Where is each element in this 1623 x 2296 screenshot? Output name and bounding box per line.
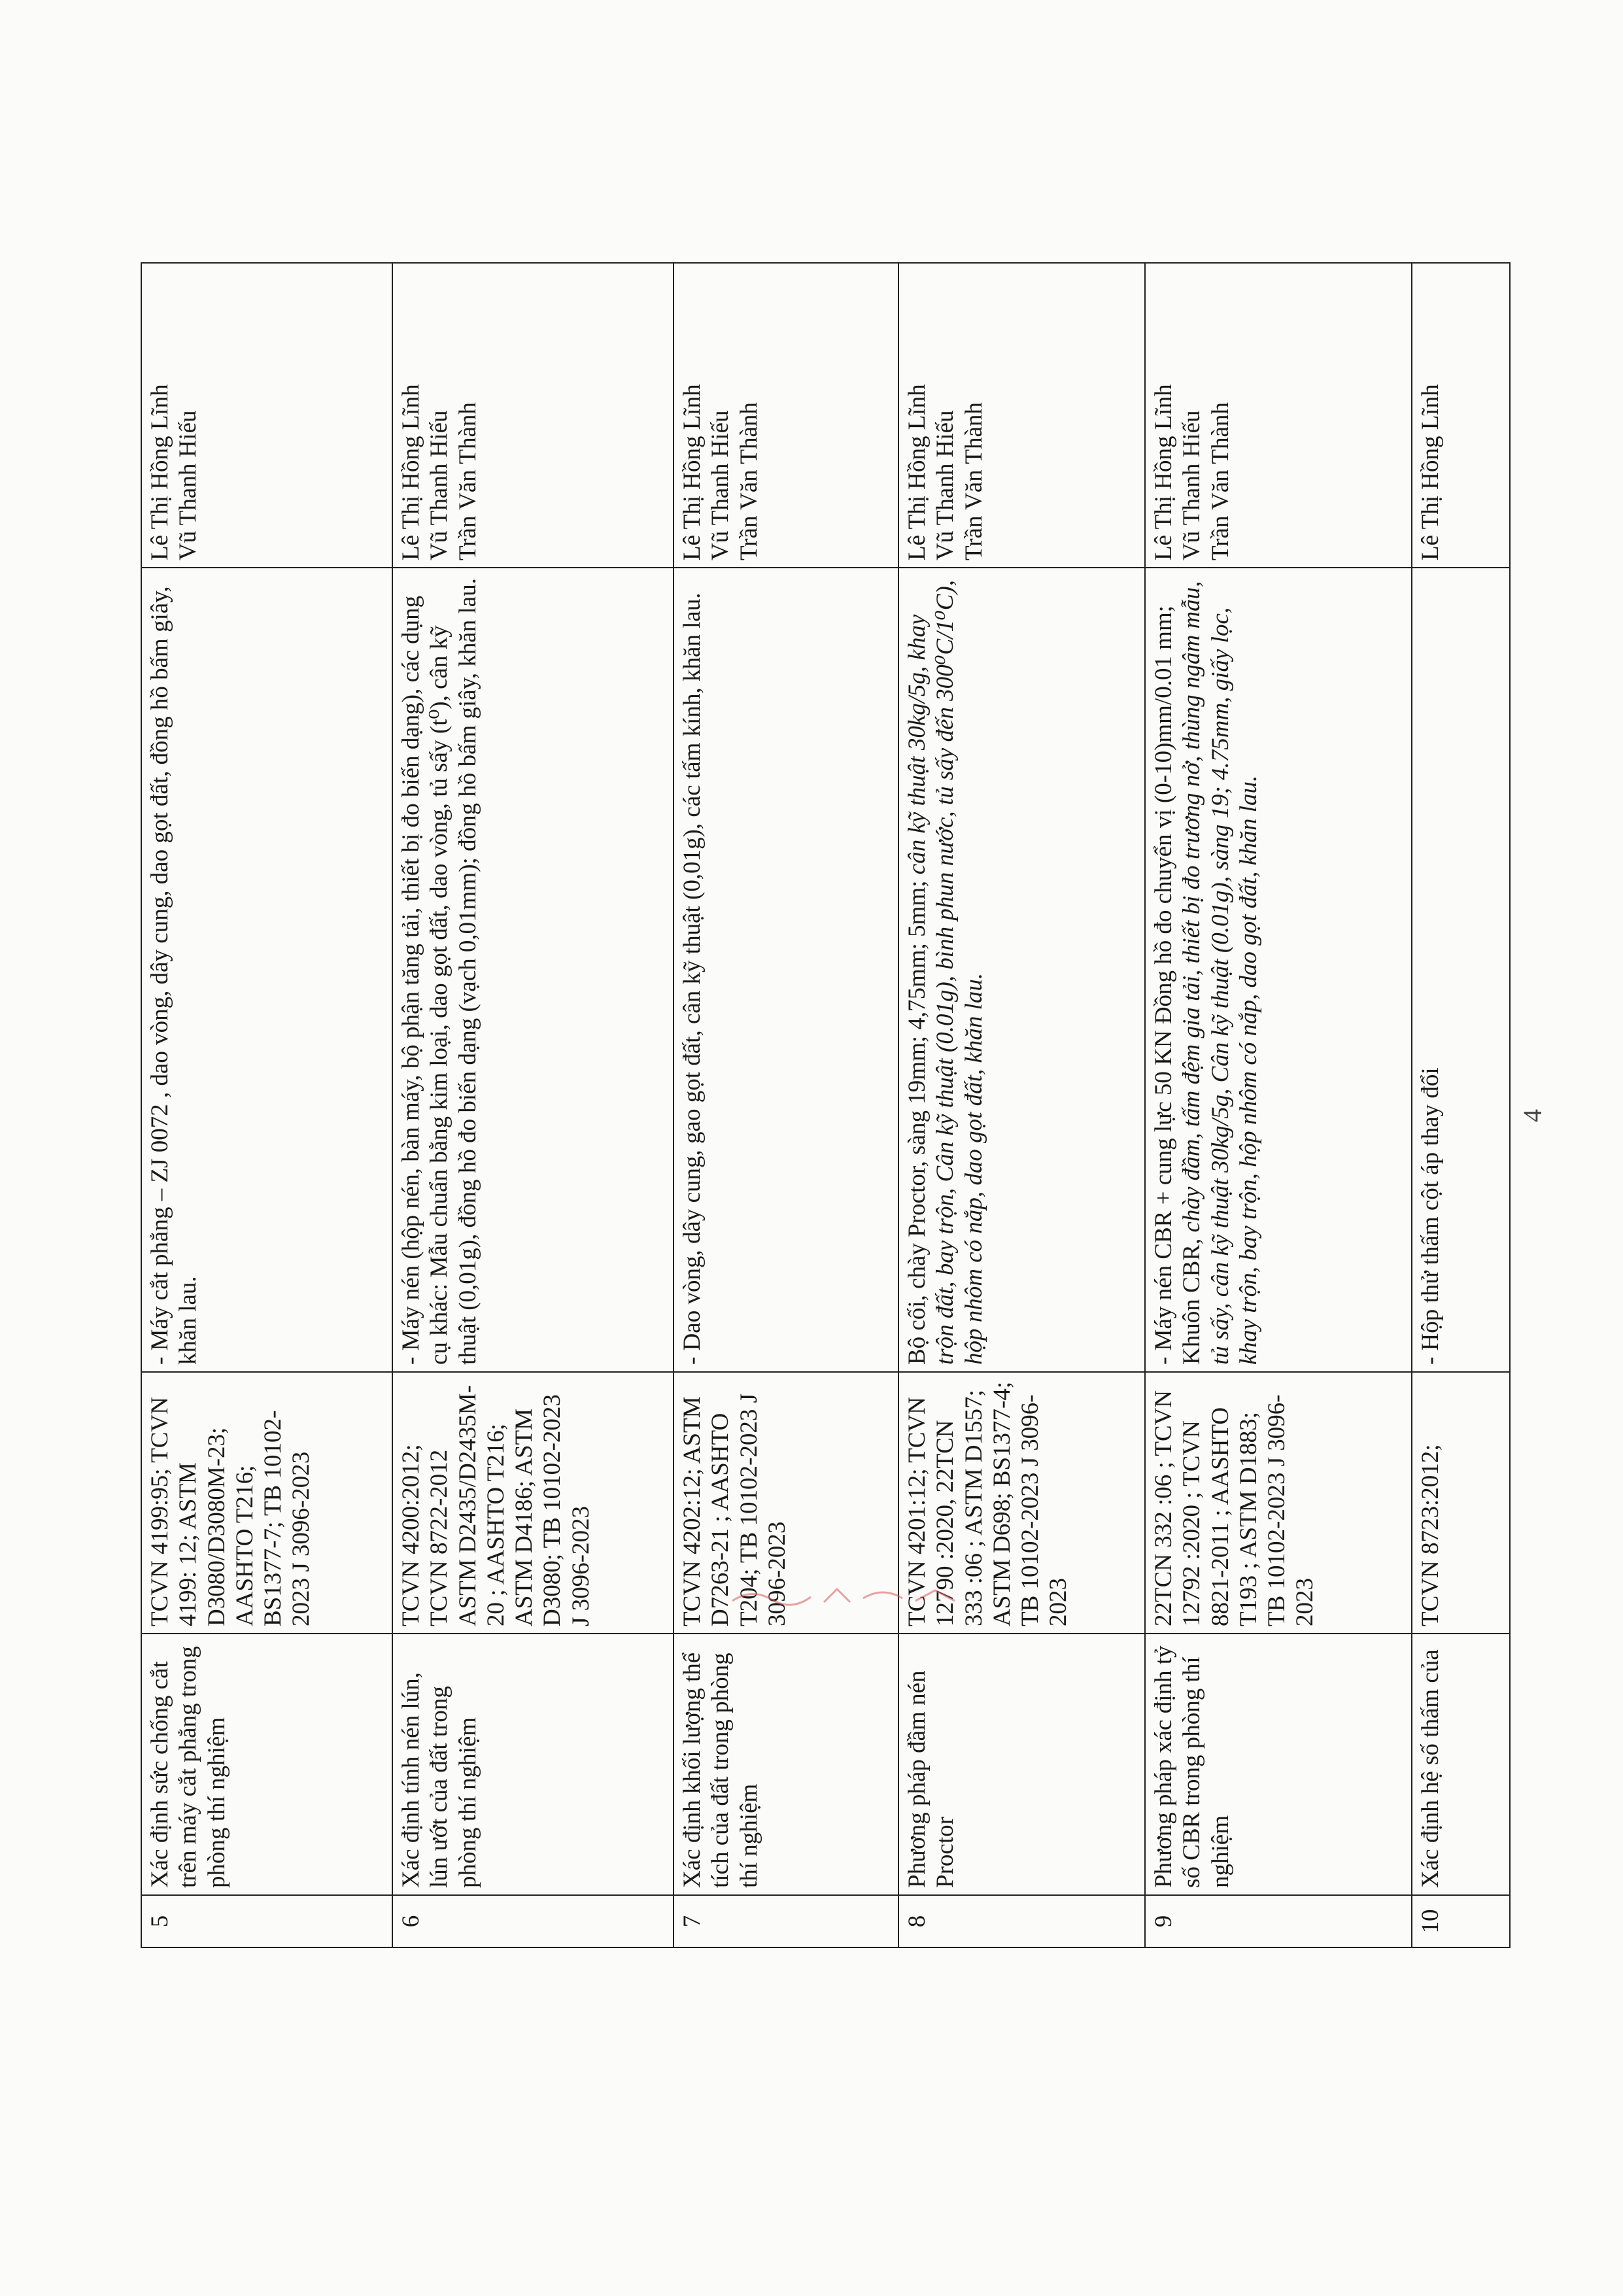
standards: TCVN 4201:12; TCVN 12790 :2020, 22TCN 333 :06 ; ASTM D1557; ASTM D698; BS1377-4; TB 10102-2023 J 3096-2023 — [898, 1372, 1145, 1634]
test-name: Phương pháp xác định tỷ số CBR trong phòng thí nghiệm — [1145, 1634, 1412, 1895]
equipment-text: Bộ cối, chày Proctor, sàng 19mm; 4,75mm; 5mm; — [904, 880, 931, 1365]
row-number: 9 — [1145, 1895, 1412, 1947]
equipment-table — [141, 262, 1511, 1948]
staff-name: Lê Thị Hồng Lĩnh — [904, 384, 931, 560]
test-name: Phương pháp đầm nén Proctor — [898, 1634, 1145, 1895]
staff-name: Vũ Thanh Hiếu — [1178, 410, 1206, 560]
standards: TCVN 4202:12; ASTM D7263-21 ; AASHTO T204; TB 10102-2023 J 3096-2023 — [674, 1372, 898, 1634]
row-number: 7 — [674, 1895, 898, 1947]
staff-name: Trần Văn Thành — [735, 402, 762, 560]
row-number: 8 — [898, 1895, 1145, 1947]
table-row — [141, 263, 392, 1947]
equipment-text: - Máy cắt phẳng – ZJ 0072 , dao vòng, dây cung, dao gọt đất, đồng hồ bấm giây, khăn lau. — [146, 586, 202, 1365]
row-number: 5 — [141, 1895, 392, 1947]
test-name: Xác định sức chống cắt trên máy cắt phẳng trong phòng thí nghiệm — [141, 1634, 392, 1895]
staff-name: Vũ Thanh Hiếu — [426, 410, 453, 560]
standards: TCVN 4200:2012; TCVN 8722-2012 ASTM D2435/D2435M-20 ; AASHTO T216; ASTM D4186; ASTM D3080; TB 10102-2023 J 3096-2023 — [392, 1372, 674, 1634]
staff-name: Trần Văn Thành — [960, 402, 987, 560]
row-number: 6 — [392, 1895, 674, 1947]
equipment-italic-text: chày đầm, tấm đệm gia tải, thiết bị đo trương nở, thùng ngâm mẫu, tủ sấy, cân kỹ thuật 30kg/5g, Cân kỹ thuật (0.01g), sàng 19; 4.75mm, giấy lọc, khay trộn, bay trộn, hộp nhôm có nắp, dao gọt đất, khăn lau. — [1178, 581, 1262, 1365]
staff — [1412, 263, 1510, 568]
standards: TCVN 8723:2012; — [1412, 1372, 1510, 1634]
staff-name: Lê Thị Hồng Lĩnh — [1417, 384, 1444, 560]
equipment — [898, 568, 1145, 1372]
staff — [674, 263, 898, 568]
staff — [141, 263, 392, 568]
table-row — [898, 263, 1145, 1947]
equipment-text: - Dao vòng, dây cung, gao gọt đất, cân kỹ thuật (0,01g), các tấm kính, khăn lau. — [679, 592, 706, 1365]
page-number: 4 — [1518, 1109, 1547, 1122]
equipment-text: - Máy nén (hộp nén, bàn máy, bộ phận tăng tải, thiết bị đo biến dạng), các dụng cụ khác: Mẫu chuẩn bằng kim loại, dao gọt đất, dao vòng, tủ sấy (t⁰), cân kỹ thuật (0,01g), đồng hồ đo biến dạng (vạch 0,01mm); đồng hồ bấm giây, khăn lau. — [398, 578, 481, 1365]
staff-name: Lê Thị Hồng Lĩnh — [679, 384, 706, 560]
standards: TCVN 4199:95; TCVN 4199: 12; ASTM D3080/D3080M-23; AASHTO T216; BS1377-7; TB 10102-2023 J 3096-2023 — [141, 1372, 392, 1634]
equipment — [674, 568, 898, 1372]
staff-name: Vũ Thanh Hiếu — [175, 410, 202, 560]
equipment — [392, 568, 674, 1372]
table-body — [141, 263, 1510, 1947]
equipment — [141, 568, 392, 1372]
staff-name: Trần Văn Thành — [454, 402, 481, 560]
test-name: Xác định tính nén lún, lún ướt của đất trong phòng thí nghiệm — [392, 1634, 674, 1895]
staff — [1145, 263, 1412, 568]
staff-name: Vũ Thanh Hiếu — [932, 410, 959, 560]
table-row — [392, 263, 674, 1947]
equipment-italic-text: cân kỹ thuật 30kg/5g, khay trộn đất, bay trộn, Cân kỹ thuật (0.01g), bình phun nước, tủ sấy đến 300⁰C/1⁰C), hộp nhôm có nắp, dao gọt đất, khăn lau. — [904, 579, 987, 1365]
staff-name: Vũ Thanh Hiếu — [707, 410, 734, 560]
staff-name: Trần Văn Thành — [1206, 402, 1234, 560]
red-stamp-fragment — [726, 1583, 974, 1609]
equipment — [1412, 568, 1510, 1372]
row-number: 10 — [1412, 1895, 1510, 1947]
staff-name: Lê Thị Hồng Lĩnh — [146, 384, 173, 560]
table-row — [1412, 263, 1510, 1947]
staff — [392, 263, 674, 568]
staff — [898, 263, 1145, 568]
table-row — [1145, 263, 1412, 1947]
equipment-text: - Máy nén CBR + cung lực 50 KN Đồng hồ đo chuyển vị (0-10)mm/0.01 mm; Khuôn CBR, — [1150, 605, 1206, 1365]
standards: 22TCN 332 :06 ; TCVN 12792 :2020 ; TCVN 8821-2011 ; AASHTO T193 ; ASTM D1883; TB 10102-2023 J 3096-2023 — [1145, 1372, 1412, 1634]
equipment — [1145, 568, 1412, 1372]
test-name: Xác định hệ số thấm của — [1412, 1634, 1510, 1895]
equipment-text: - Hộp thử thấm cột áp thay đổi — [1417, 1067, 1444, 1365]
test-name: Xác định khối lượng thể tích của đất trong phòng thí nghiệm — [674, 1634, 898, 1895]
staff-name: Lê Thị Hồng Lĩnh — [398, 384, 424, 560]
table-row — [674, 263, 898, 1947]
staff-name: Lê Thị Hồng Lĩnh — [1150, 384, 1177, 560]
